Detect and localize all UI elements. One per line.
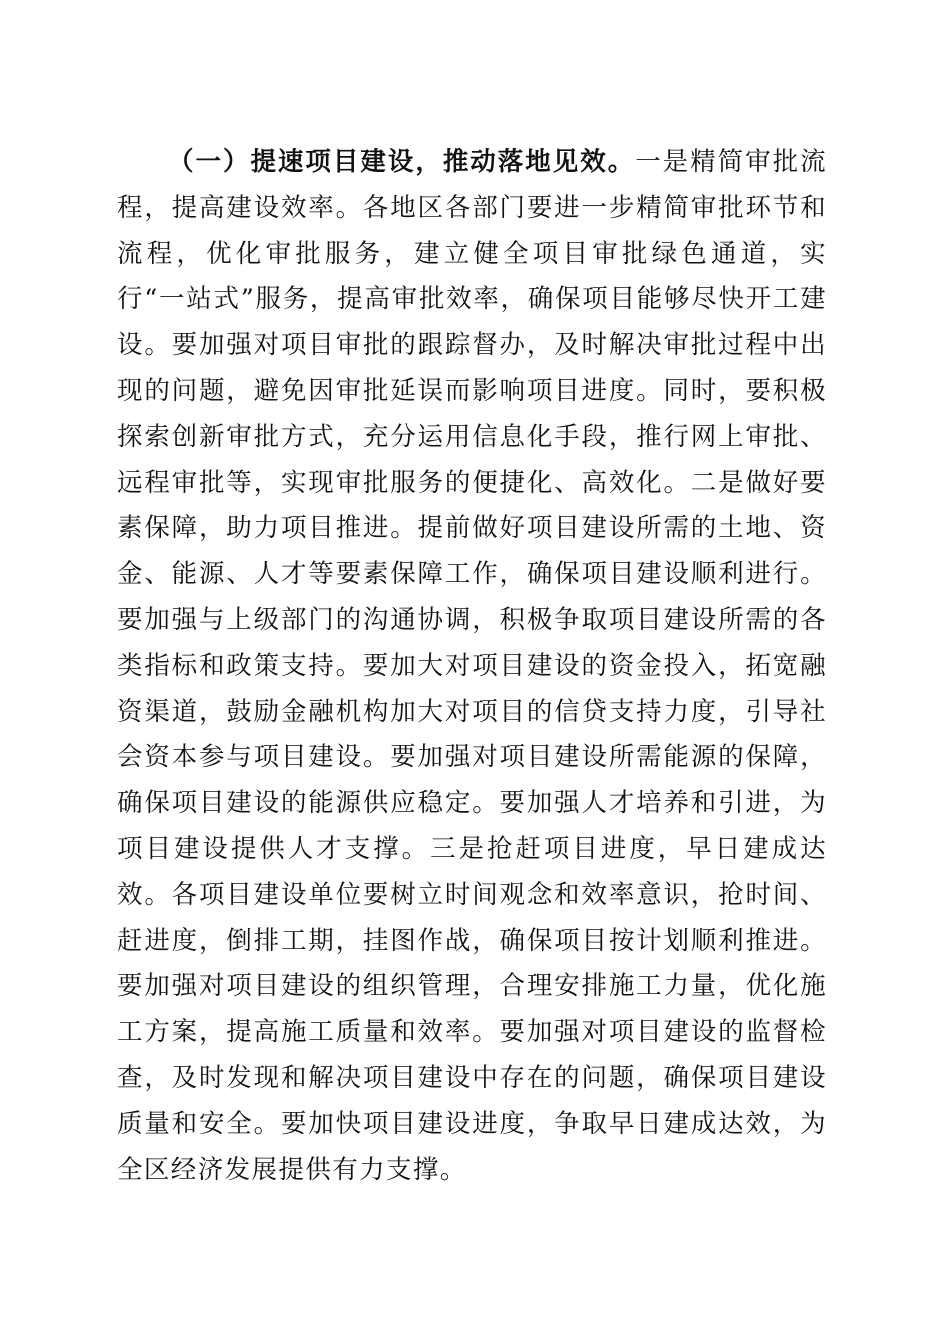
section-heading: （一）提速项目建设，推动落地见效。 xyxy=(168,147,636,177)
body-paragraph xyxy=(117,140,827,1193)
paragraph-text: 一是精简审批流程，提高建设效率。各地区各部门要进一步精简审批环节和流程，优化审批服务，建立健全项目审批绿色通道，实行“一站式”服务，提高审批效率，确保项目能够尽快开工建设。要加强对项目审批的跟踪督办，及时解决审批过程中出现的问题，避免因审批延误而影响项目进度。同时，要积极探索创新审批方式，充分运用信息化手段，推行网上审批、远程审批等，实现审批服务的便捷化、高效化。二是做好要素保障，助力项目推进。提前做好项目建设所需的土地、资金、能源、人才等要素保障工作，确保项目建设顺利进行。要加强与上级部门的沟通协调，积极争取项目建设所需的各类指标和政策支持。要加大对项目建设的资金投入，拓宽融资渠道，鼓励金融机构加大对项目的信贷支持力度，引导社会资本参与项目建设。要加强对项目建设所需能源的保障，确保项目建设的能源供应稳定。要加强人才培养和引进，为项目建设提供人才支撑。三是抢赶项目进度，早日建成达效。各项目建设单位要树立时间观念和效率意识，抢时间、赶进度，倒排工期，挂图作战，确保项目按计划顺利推进。要加强对项目建设的组织管理，合理安排施工力量，优化施工方案，提高施工质量和效率。要加强对项目建设的监督检查，及时发现和解决项目建设中存在的问题，确保项目建设质量和安全。要加快项目建设进度，争取早日建成达效，为全区经济发展提供有力支撑。 xyxy=(117,147,827,1185)
